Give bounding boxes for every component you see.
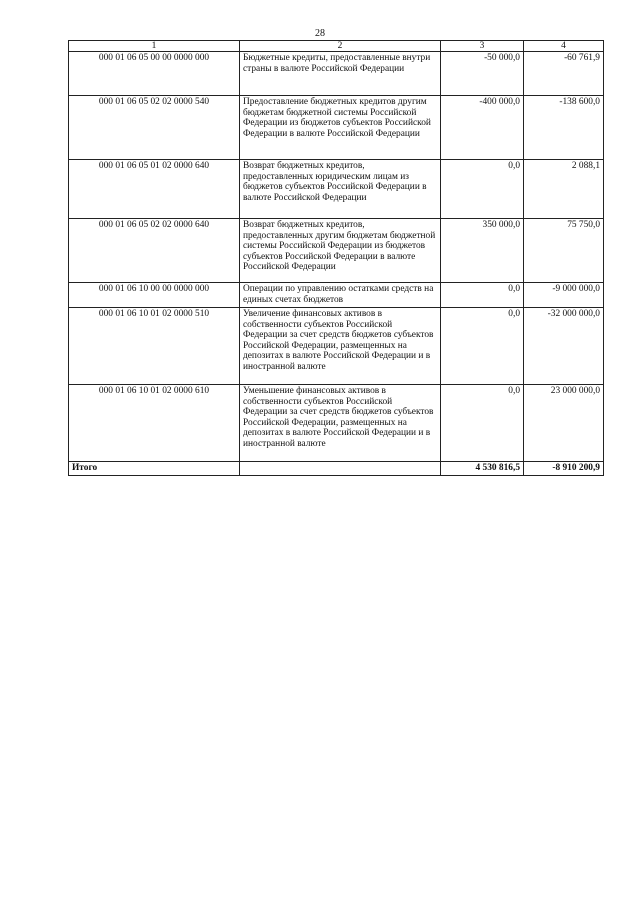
page-number: 28 xyxy=(315,28,325,39)
row-value-4: 75 750,0 xyxy=(524,219,604,283)
budget-sources-table xyxy=(68,40,604,476)
total-row xyxy=(69,462,604,476)
total-name-cell xyxy=(240,462,441,476)
table-row xyxy=(69,219,604,283)
table-row xyxy=(69,160,604,219)
row-value-3: 0,0 xyxy=(441,385,524,462)
row-value-3: 0,0 xyxy=(441,160,524,219)
row-value-3: 350 000,0 xyxy=(441,219,524,283)
row-code: 000 01 06 05 02 02 0000 640 xyxy=(69,219,240,283)
table-row xyxy=(69,52,604,96)
total-label: Итого xyxy=(69,462,240,476)
row-code: 000 01 06 05 02 02 0000 540 xyxy=(69,96,240,160)
row-name: Бюджетные кредиты, предоставленные внутри страны в валюте Российской Федерации xyxy=(240,52,441,96)
total-value-4: -8 910 200,9 xyxy=(524,462,604,476)
column-header-2: 2 xyxy=(240,41,441,52)
column-header-4: 4 xyxy=(524,41,604,52)
row-code: 000 01 06 10 01 02 0000 510 xyxy=(69,308,240,385)
row-code: 000 01 06 05 01 02 0000 640 xyxy=(69,160,240,219)
row-name: Предоставление бюджетных кредитов другим бюджетам бюджетной системы Российской Федерации из бюджетов субъектов Российской Федерации в валюте Российской Федерации xyxy=(240,96,441,160)
row-value-3: -400 000,0 xyxy=(441,96,524,160)
column-number-header-row xyxy=(69,41,604,52)
row-value-4: -60 761,9 xyxy=(524,52,604,96)
column-header-3: 3 xyxy=(441,41,524,52)
row-name: Операции по управлению остатками средств на единых счетах бюджетов xyxy=(240,283,441,308)
row-name: Возврат бюджетных кредитов, предоставленных юридическим лицам из бюджетов субъектов Российской Федерации в валюте Российской Федерации xyxy=(240,160,441,219)
row-value-3: 0,0 xyxy=(441,308,524,385)
total-value-3: 4 530 816,5 xyxy=(441,462,524,476)
row-value-4: 23 000 000,0 xyxy=(524,385,604,462)
row-value-4: -9 000 000,0 xyxy=(524,283,604,308)
row-value-4: -32 000 000,0 xyxy=(524,308,604,385)
row-value-3: 0,0 xyxy=(441,283,524,308)
table-row xyxy=(69,308,604,385)
row-code: 000 01 06 05 00 00 0000 000 xyxy=(69,52,240,96)
row-name: Увеличение финансовых активов в собственности субъектов Российской Федерации за счет средств бюджетов субъектов Российской Федерации, размещенных на депозитах в валюте Российской Федерации и в иностранной валюте xyxy=(240,308,441,385)
table-row xyxy=(69,96,604,160)
row-code: 000 01 06 10 00 00 0000 000 xyxy=(69,283,240,308)
row-value-3: -50 000,0 xyxy=(441,52,524,96)
row-value-4: -138 600,0 xyxy=(524,96,604,160)
column-header-1: 1 xyxy=(69,41,240,52)
table-row xyxy=(69,283,604,308)
row-value-4: 2 088,1 xyxy=(524,160,604,219)
row-name: Возврат бюджетных кредитов, предоставленных другим бюджетам бюджетной системы Российской Федерации из бюджетов субъектов Российской Федерации в валюте Российской Федерации xyxy=(240,219,441,283)
row-code: 000 01 06 10 01 02 0000 610 xyxy=(69,385,240,462)
row-name: Уменьшение финансовых активов в собственности субъектов Российской Федерации за счет средств бюджетов субъектов Российской Федерации, размещенных на депозитах в валюте Российской Федерации и в иностранной валюте xyxy=(240,385,441,462)
table-row xyxy=(69,385,604,462)
